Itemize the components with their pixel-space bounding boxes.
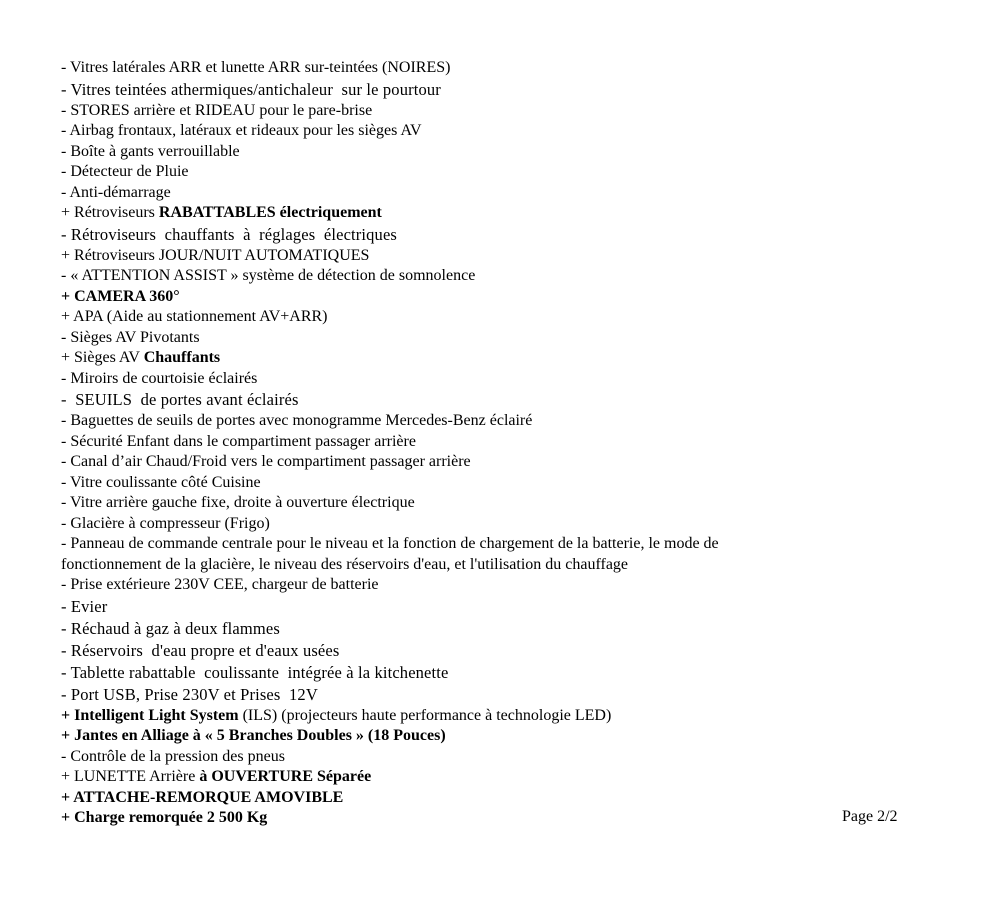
list-item-text: Contrôle de la pression des pneus xyxy=(70,747,285,765)
list-item-text: Boîte à gants verrouillable xyxy=(70,142,240,160)
list-item-marker: - xyxy=(61,576,71,593)
list-item xyxy=(61,747,941,768)
list-item-marker: - xyxy=(61,79,71,99)
list-item-text-bold: ATTACHE-REMORQUE AMOVIBLE xyxy=(73,788,344,806)
list-item xyxy=(61,726,941,747)
list-item-text: Canal d’air Chaud/Froid vers le compartiment passager arrière xyxy=(70,453,471,470)
list-item-text: Vitres teintées athermiques/antichaleur sur le pourtour xyxy=(70,79,441,99)
list-item-text: Evier xyxy=(70,596,108,616)
list-item-text: Sièges AV Pivotants xyxy=(70,328,200,346)
list-item-marker: - xyxy=(61,596,71,616)
list-item xyxy=(61,618,941,640)
list-item xyxy=(61,369,941,390)
list-item xyxy=(61,266,941,287)
list-item-marker: - xyxy=(61,390,71,409)
list-item-marker: + xyxy=(61,727,75,744)
list-item-marker: - xyxy=(61,412,71,429)
list-item-text: Airbag frontaux, latéraux et rideaux pour les sièges AV xyxy=(69,122,422,139)
list-item-marker: + xyxy=(61,788,74,806)
list-item-text-bold: Jantes en Alliage à « 5 Branches Doubles » (18 Pouces) xyxy=(74,727,446,744)
list-item xyxy=(61,514,941,535)
list-item xyxy=(61,58,941,79)
list-item-text: STORES arrière et RIDEAU pour le pare-brise xyxy=(70,101,373,119)
list-item-text: « ATTENTION ASSIST » système de détection de somnolence xyxy=(70,267,476,284)
list-item xyxy=(61,808,941,829)
list-item-marker: + xyxy=(61,349,75,366)
list-item-text: LUNETTE Arrière xyxy=(74,768,200,785)
list-item xyxy=(61,121,941,142)
list-item-text: APA (Aide au stationnement AV+ARR) xyxy=(73,308,328,325)
list-item-text: Rétroviseurs JOUR/NUIT AUTOMATIQUES xyxy=(74,246,370,264)
list-item xyxy=(61,706,941,727)
list-item-text: Prise extérieure 230V CEE, chargeur de batterie xyxy=(70,576,379,593)
list-item xyxy=(61,307,941,328)
list-item xyxy=(61,432,941,453)
list-item-text: Rétroviseurs chauffants à réglages électriques xyxy=(70,224,397,244)
list-item xyxy=(61,575,941,596)
list-item xyxy=(61,411,941,432)
list-item-text-bold: Chauffants xyxy=(143,349,221,366)
list-item-marker: + xyxy=(61,246,75,264)
list-item xyxy=(61,596,941,618)
list-item-marker: - xyxy=(61,684,71,704)
list-item xyxy=(61,452,941,473)
list-item xyxy=(61,328,941,349)
list-item-marker: + xyxy=(61,204,75,221)
list-item-marker: - xyxy=(61,473,71,491)
list-item-text: Baguettes de seuils de portes avec monogramme Mercedes-Benz éclairé xyxy=(70,412,533,429)
list-item-text: Vitre coulissante côté Cuisine xyxy=(70,473,261,491)
list-item-marker: - xyxy=(61,328,71,346)
list-item-marker: - xyxy=(61,369,71,387)
list-item xyxy=(61,348,941,369)
list-item xyxy=(61,767,941,788)
list-item-text-bold: RABATTABLES électriquement xyxy=(158,204,382,221)
list-item-text-bold: Intelligent Light System xyxy=(74,706,239,724)
list-item-text: Rétroviseurs xyxy=(74,204,159,221)
list-item-marker: + xyxy=(61,308,74,325)
list-item-marker: - xyxy=(61,494,71,511)
list-item-marker: - xyxy=(61,618,71,638)
list-item xyxy=(61,473,941,494)
list-item xyxy=(61,162,941,183)
list-item-text: Réservoirs d'eau propre et d'eaux usées xyxy=(70,640,340,660)
list-item-marker: - xyxy=(61,101,71,119)
list-item-text: Glacière à compresseur (Frigo) xyxy=(70,514,270,532)
list-item-text: (ILS) (projecteurs haute performance à technologie LED) xyxy=(238,706,612,724)
list-item xyxy=(61,203,941,224)
list-item-marker: + xyxy=(61,768,75,785)
list-item xyxy=(61,493,941,514)
list-item xyxy=(61,142,941,163)
list-item-marker: - xyxy=(61,224,71,244)
list-item-marker: - xyxy=(61,122,70,139)
list-item-marker: - xyxy=(61,142,71,160)
list-item-marker: - xyxy=(61,535,71,552)
list-item-text: Détecteur de Pluie xyxy=(70,163,189,180)
list-item-text: Vitres latérales ARR et lunette ARR sur-teintées (NOIRES) xyxy=(70,59,451,76)
page-number: Page 2/2 xyxy=(842,808,898,825)
list-item-marker: - xyxy=(61,59,71,76)
list-item-text: Port USB, Prise 230V et Prises 12V xyxy=(70,684,318,704)
list-item-marker: - xyxy=(61,662,71,682)
list-item xyxy=(61,224,941,246)
list-item-marker: - xyxy=(61,163,71,180)
list-item xyxy=(61,389,941,411)
list-item-marker: - xyxy=(61,747,71,765)
list-item-text-bold: CAMERA 360° xyxy=(74,287,180,305)
list-item-marker: - xyxy=(61,267,71,284)
list-item-marker: + xyxy=(61,809,75,826)
list-item-text-bold: Charge remorquée 2 500 Kg xyxy=(74,809,268,826)
list-item-marker: - xyxy=(61,183,70,201)
list-item-marker: - xyxy=(61,432,71,450)
list-item xyxy=(61,640,941,662)
list-item-text: Vitre arrière gauche fixe, droite à ouverture électrique xyxy=(70,494,415,511)
list-item xyxy=(61,534,821,575)
list-item xyxy=(61,662,941,684)
list-item-text: Panneau de commande centrale pour le niveau et la fonction de chargement de la batterie, le mode de fonctionnement de la glacière, le niveau des réservoirs d'eau, et l'utilisation du chauffage xyxy=(61,535,723,573)
list-item-text: Sièges AV xyxy=(74,349,144,366)
list-item xyxy=(61,287,941,308)
list-item-text: SEUILS de portes avant éclairés xyxy=(70,390,299,409)
list-item xyxy=(61,246,941,267)
list-item xyxy=(61,101,941,122)
list-item-text-bold: à OUVERTURE Séparée xyxy=(199,768,372,785)
list-item-text: Réchaud à gaz à deux flammes xyxy=(70,618,280,638)
list-item-marker: - xyxy=(61,453,71,470)
list-item xyxy=(61,79,941,101)
equipment-list xyxy=(61,58,941,829)
list-item-text: Tablette rabattable coulissante intégrée à la kitchenette xyxy=(70,662,449,682)
list-item-marker: + xyxy=(61,287,75,305)
list-item-marker: - xyxy=(61,640,71,660)
list-item-text: Miroirs de courtoisie éclairés xyxy=(70,369,258,387)
list-item-text: Sécurité Enfant dans le compartiment passager arrière xyxy=(70,432,416,450)
list-item xyxy=(61,684,941,706)
list-item xyxy=(61,183,941,204)
list-item xyxy=(61,788,941,809)
list-item-text: Anti-démarrage xyxy=(69,183,171,201)
list-item-marker: - xyxy=(61,514,71,532)
list-item-marker: + xyxy=(61,706,75,724)
